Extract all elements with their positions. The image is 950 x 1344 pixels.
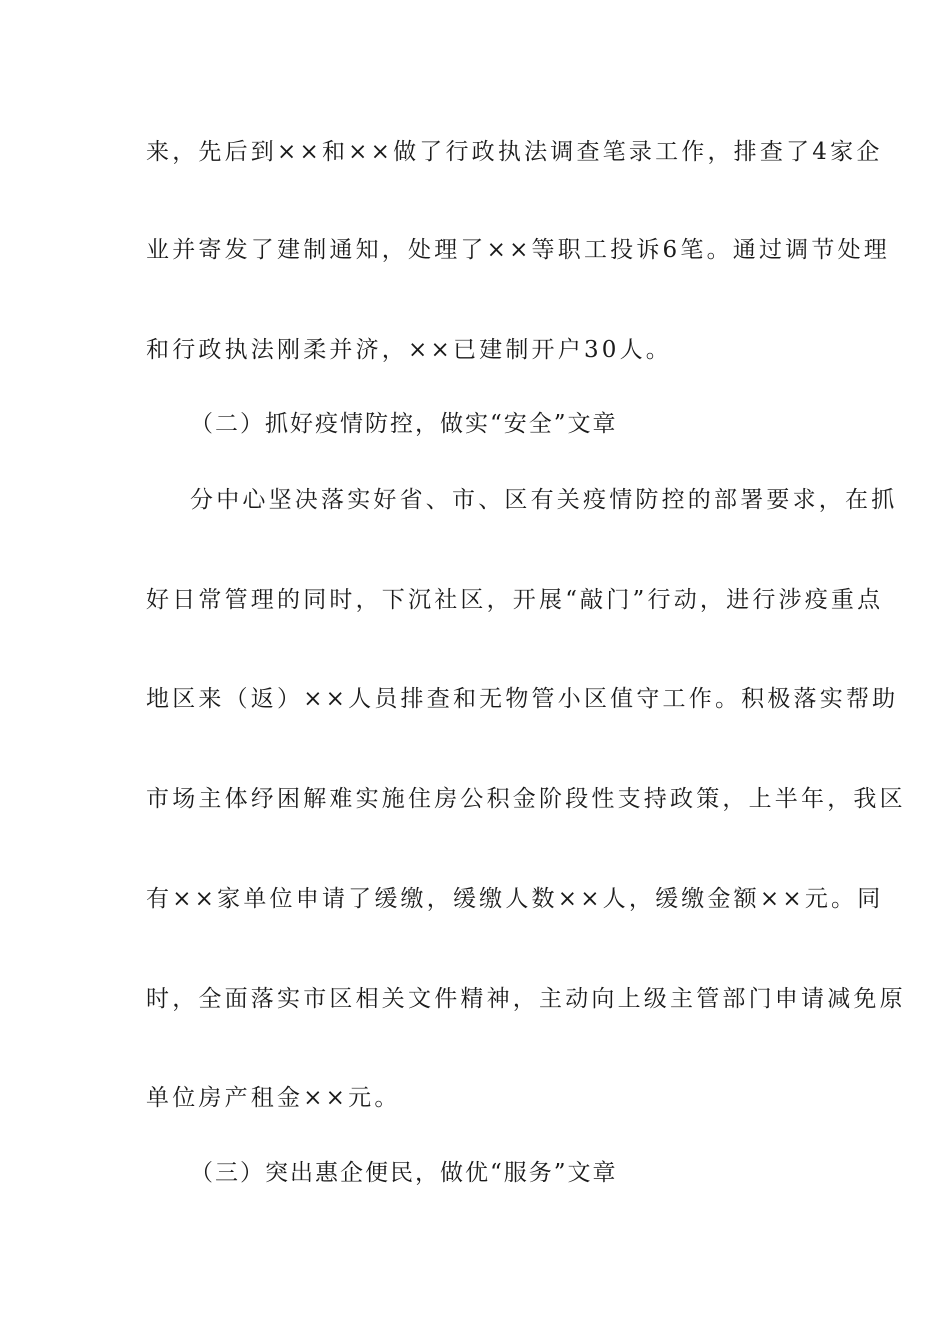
section-heading: （二）抓好疫情防控，做实“安全”文章 — [190, 411, 618, 437]
paragraph-line: 好日常管理的同时，下沉社区，开展“敲门”行动，进行涉疫重点 — [146, 587, 884, 613]
paragraph-line: 时，全面落实市区相关文件精神，主动向上级主管部门申请减免原 — [146, 986, 906, 1012]
paragraph-line: 有××家单位申请了缓缴，缓缴人数××人，缓缴金额××元。同 — [146, 886, 884, 912]
paragraph-line: 来，先后到××和××做了行政执法调查笔录工作，排查了4家企 — [146, 139, 883, 165]
paragraph-line: 单位房产租金××元。 — [146, 1085, 401, 1111]
paragraph-line: 地区来（返）××人员排查和无物管小区值守工作。积极落实帮助 — [146, 686, 899, 712]
section-heading: （三）突出惠企便民，做优“服务”文章 — [190, 1160, 618, 1186]
paragraph-line: 市场主体纾困解难实施住房公积金阶段性支持政策，上半年，我区 — [146, 786, 906, 812]
paragraph-line: 分中心坚决落实好省、市、区有关疫情防控的部署要求，在抓 — [190, 487, 898, 513]
paragraph-line: 和行政执法刚柔并济，××已建制开户30人。 — [146, 337, 673, 363]
paragraph-line: 业并寄发了建制通知，处理了××等职工投诉6笔。通过调节处理 — [146, 237, 890, 263]
